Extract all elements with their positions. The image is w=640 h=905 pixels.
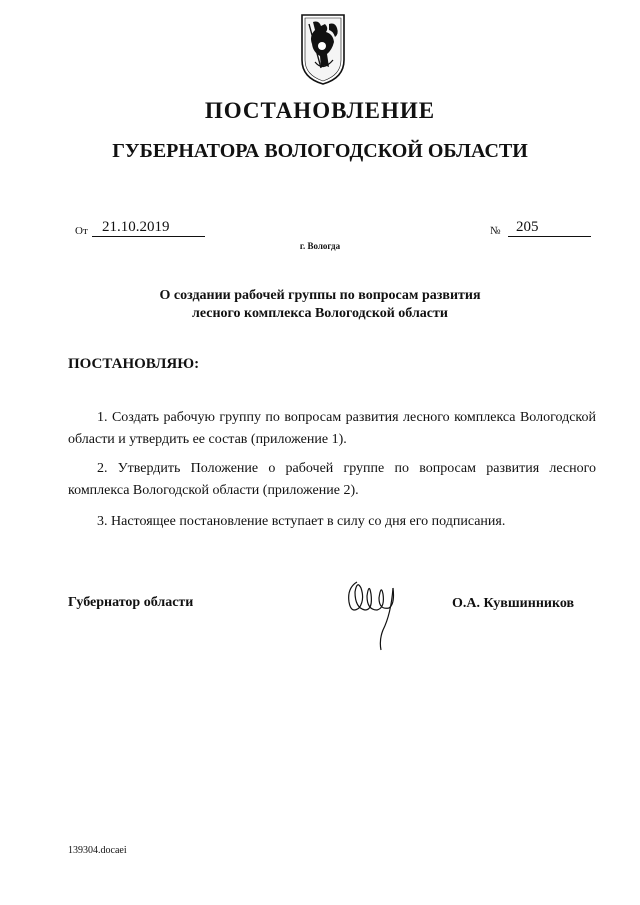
- subject-line-2: лесного комплекса Вологодской области: [192, 306, 448, 321]
- paragraph-1: 1. Создать рабочую группу по вопросам развития лесного комплекса Вологодской области и утвердить ее состав (приложение 1).: [68, 410, 596, 447]
- date-prefix: От: [75, 225, 88, 237]
- document-title: ПОСТАНОВЛЕНИЕ: [204, 98, 436, 123]
- paragraph-3: 3. Настоящее постановление вступает в силу со дня его подписания.: [97, 514, 506, 529]
- subject-line-1: О создании рабочей группы по вопросам развития: [159, 288, 481, 303]
- signer-title: Губернатор области: [68, 595, 194, 610]
- document-subject: [0, 287, 640, 323]
- vologda-coat-of-arms-icon: [299, 12, 347, 86]
- paragraph-2: 2. Утвердить Положение о рабочей группе по вопросам развития лесного комплекса Вологодской области (приложение 2).: [68, 461, 596, 498]
- signer-name: О.А. Кувшинников: [452, 596, 575, 611]
- document-issuer: ГУБЕРНАТОРА ВОЛОГОДСКОЙ ОБЛАСТИ: [112, 140, 528, 162]
- document-date: 21.10.2019: [92, 219, 205, 237]
- decree-heading: ПОСТАНОВЛЯЮ:: [68, 356, 200, 372]
- handwritten-signature-icon: [343, 574, 403, 654]
- document-number: 205: [508, 219, 591, 237]
- number-prefix: №: [490, 225, 501, 237]
- file-id: 139304.docaei: [68, 845, 127, 856]
- city: г. Вологда: [299, 241, 341, 251]
